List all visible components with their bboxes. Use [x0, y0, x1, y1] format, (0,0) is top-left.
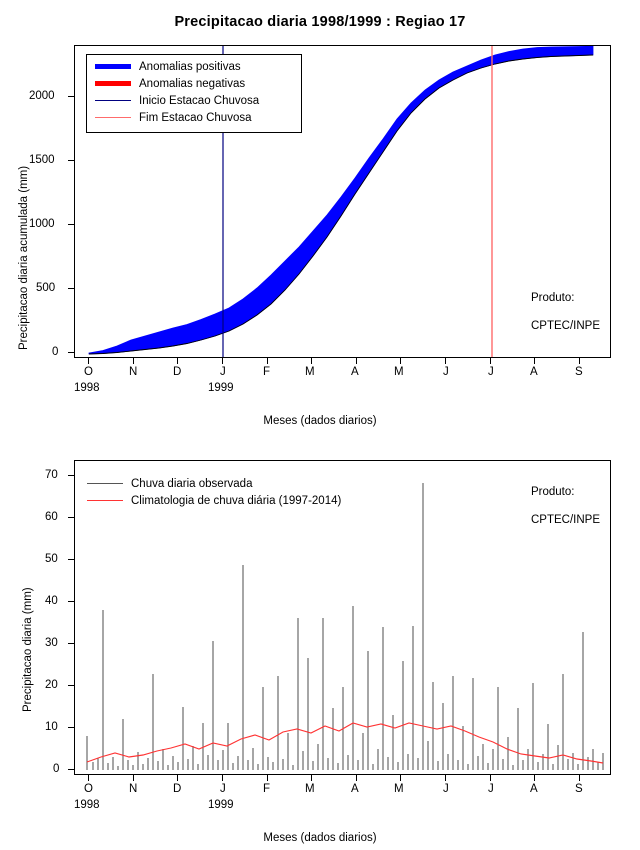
bottom-xtick-mark — [490, 775, 491, 781]
top-plot-area — [74, 45, 611, 358]
legend-label: Chuva diaria observada — [131, 477, 253, 490]
legend-item-anomalias-positivas — [87, 58, 301, 75]
legend-item-anomalias-negativas — [87, 75, 301, 92]
top-x-axis-label: Meses (dados diarios) — [263, 415, 377, 427]
top-legend — [86, 54, 302, 133]
top-year-label-1998: 1998 — [74, 382, 100, 394]
bottom-xtick-label-A2: A — [530, 783, 538, 795]
bottom-xtick-mark — [177, 775, 178, 781]
bottom-x-axis-label: Meses (dados diarios) — [263, 832, 377, 844]
top-xtick-mark — [267, 358, 268, 364]
bottom-legend — [87, 475, 417, 509]
top-xtick-label-J3: J — [488, 366, 494, 378]
top-xtick-mark — [400, 358, 401, 364]
top-ytick-1500: 1500 — [29, 154, 55, 166]
bottom-xtick-mark — [222, 775, 223, 781]
top-xtick-label-J2: J — [443, 366, 449, 378]
bottom-xtick-mark — [356, 775, 357, 781]
bottom-year-label-1999: 1999 — [208, 799, 234, 811]
bottom-xtick-label-D: D — [173, 783, 182, 795]
top-xtick-label-A1: A — [351, 366, 359, 378]
produto-line2: CPTEC/INPE — [530, 514, 600, 526]
top-year-label-1999: 1999 — [208, 382, 234, 394]
anomalias-positivas-swatch — [95, 64, 131, 69]
bottom-ytick-10: 10 — [45, 721, 58, 733]
top-y-axis-label: Precipitacao diaria acumulada (mm) — [18, 165, 30, 350]
climatologia-swatch — [87, 500, 123, 501]
top-xtick-mark — [311, 358, 312, 364]
bottom-xtick-mark — [267, 775, 268, 781]
climatology-daily-line — [87, 723, 603, 763]
top-xtick-label-D: D — [173, 366, 182, 378]
top-xtick-label-F: F — [263, 366, 271, 378]
bottom-xtick-mark — [579, 775, 580, 781]
bottom-ytick-0: 0 — [53, 763, 60, 775]
top-xtick-mark — [356, 358, 357, 364]
legend-label: Anomalias negativas — [139, 77, 246, 90]
bottom-xtick-mark — [133, 775, 134, 781]
legend-label: Fim Estacao Chuvosa — [139, 111, 252, 124]
produto-line1: Produto: — [530, 486, 575, 498]
bottom-ytick-40: 40 — [45, 595, 58, 607]
bottom-chart-panel — [0, 450, 640, 850]
top-ytick-1000: 1000 — [29, 218, 55, 230]
top-xtick-label-S: S — [575, 366, 583, 378]
bottom-xtick-label-J3: J — [488, 783, 494, 795]
legend-item-fim-estacao — [87, 109, 301, 126]
top-produto-annotation — [531, 277, 600, 347]
top-xtick-mark — [534, 358, 535, 364]
page-title: Precipitacao diaria 1998/1999 : Regiao 17 — [174, 14, 466, 30]
bottom-ytick-30: 30 — [45, 637, 58, 649]
bottom-xtick-label-J2: J — [443, 783, 449, 795]
top-xtick-mark — [133, 358, 134, 364]
legend-item-inicio-estacao — [87, 92, 301, 109]
top-xtick-label-A2: A — [530, 366, 538, 378]
legend-label: Inicio Estacao Chuvosa — [139, 94, 260, 107]
legend-label: Climatologia de chuva diária (1997-2014) — [131, 494, 342, 507]
bottom-plot-area — [74, 460, 611, 775]
bottom-xtick-mark — [311, 775, 312, 781]
bottom-xtick-label-M1: M — [305, 783, 315, 795]
bottom-xtick-label-J1: J — [220, 783, 226, 795]
bottom-xtick-mark — [445, 775, 446, 781]
top-chart-panel — [0, 40, 640, 430]
top-xtick-mark — [88, 358, 89, 364]
bottom-xtick-label-M2: M — [394, 783, 404, 795]
bottom-year-label-1998: 1998 — [74, 799, 100, 811]
bottom-xtick-label-F: F — [263, 783, 271, 795]
bottom-xtick-mark — [534, 775, 535, 781]
top-xtick-mark — [177, 358, 178, 364]
top-xtick-mark — [490, 358, 491, 364]
legend-item-climatologia — [87, 492, 417, 509]
bottom-xtick-label-S: S — [575, 783, 583, 795]
top-xtick-mark — [222, 358, 223, 364]
bottom-ytick-50: 50 — [45, 553, 58, 565]
fim-estacao-swatch — [95, 117, 131, 118]
bottom-y-axis-label: Precipitacao diaria (mm) — [22, 587, 34, 712]
bottom-xtick-label-O: O — [84, 783, 93, 795]
bottom-ytick-20: 20 — [45, 679, 58, 691]
produto-line1: Produto: — [530, 292, 575, 304]
anomalias-negativas-swatch — [95, 81, 131, 86]
bottom-xtick-mark — [88, 775, 89, 781]
top-ytick-2000: 2000 — [29, 90, 55, 102]
top-xtick-label-J1: J — [220, 366, 226, 378]
bottom-xtick-label-N: N — [129, 783, 138, 795]
legend-item-chuva-observada — [87, 475, 417, 492]
top-xtick-mark — [445, 358, 446, 364]
bottom-produto-annotation — [531, 471, 600, 541]
chuva-observada-swatch — [87, 483, 123, 484]
top-xtick-label-M1: M — [305, 366, 315, 378]
bottom-ytick-60: 60 — [45, 511, 58, 523]
top-xtick-mark — [579, 358, 580, 364]
top-xtick-label-O: O — [84, 366, 93, 378]
inicio-estacao-swatch — [95, 100, 131, 101]
bottom-ytick-70: 70 — [45, 469, 58, 481]
legend-label: Anomalias positivas — [139, 60, 241, 73]
top-ytick-0: 0 — [52, 346, 59, 358]
bottom-xtick-label-A1: A — [351, 783, 359, 795]
bottom-xtick-mark — [400, 775, 401, 781]
top-ytick-500: 500 — [36, 282, 56, 294]
top-xtick-label-M2: M — [394, 366, 404, 378]
produto-line2: CPTEC/INPE — [530, 320, 600, 332]
top-xtick-label-N: N — [129, 366, 138, 378]
